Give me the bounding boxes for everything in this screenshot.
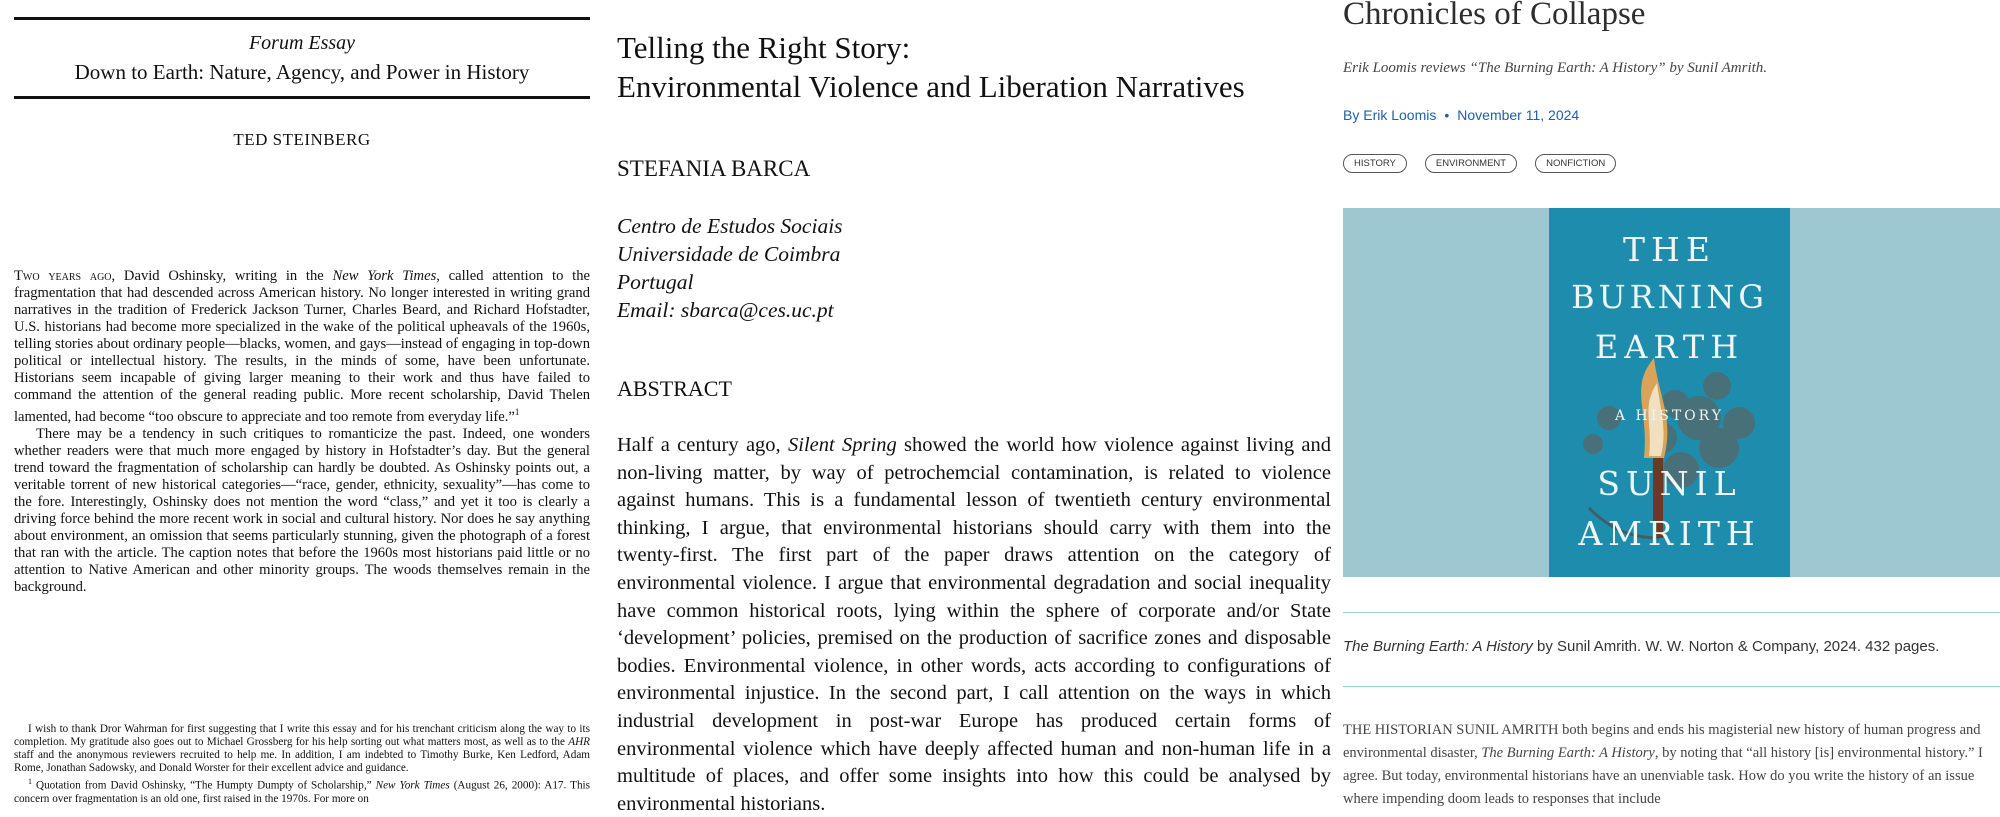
cover-sunil: SUNIL: [1597, 464, 1742, 503]
essay-body: [14, 268, 590, 596]
author-link[interactable]: By Erik Loomis: [1343, 107, 1437, 123]
cover-a-history: A HISTORY: [1614, 408, 1725, 424]
lead-smallcaps: Two years ago: [14, 268, 112, 284]
text-run: , by noting that “all history [is] environmental history.” I agree. But today, environmental historians have an unenviable task. How do you write the history of an issue where impending doom leads to responses that include: [1343, 745, 1983, 807]
tag-list: [1343, 154, 1616, 173]
essay-footnotes: [14, 723, 590, 806]
forum-essay-page: [0, 0, 600, 817]
text-run: showed the world how violence against living and non-living matter, by way of petrochemcial contamination, is related to violence against humans. This is a fundamental lesson of twentieth century environmental thinking, I argue, that environmental historians should carry with them into the twenty-first. The first part of the paper draws attention on the category of environmental violence. I argue that environmental degradation and social inequality have common historical roots, lying within the sphere of corporate and/or State ‘development’ policies, premised on the production of sacrifice zones and disposable bodies. Environmental violence, in other words, acts according to configurations of environmental injustice. In the second part, I call attention on the ways in which industrial development in post-war Europe has produced certain forms of environmental violence which have deeply affected human and non-human life in a multitude of places, and offer some insights into how this could be analysed by environmental historians.: [617, 434, 1332, 815]
caption-details: by Sunil Amrith. W. W. Norton & Company, 2024. 432 pages.: [1532, 638, 1940, 655]
text-run: Half a century ago,: [617, 434, 789, 456]
essay-label: Forum Essay: [248, 32, 356, 54]
text-run: THE HISTORIAN SUNIL AMRITH both begins and ends his magisterial new history of human progress and environmental disaster,: [1343, 722, 1981, 761]
tag-environment[interactable]: ENVIRONMENT: [1425, 154, 1517, 173]
book-cover-image: [1343, 208, 2000, 577]
affiliation-country: Portugal: [617, 270, 694, 294]
footnote-ref[interactable]: 1: [514, 407, 520, 417]
caption-rule-top: [1343, 612, 2000, 613]
abstract-text: [617, 432, 1331, 817]
text-run: , called attention to the fragmentation that had descended across American history. No longer interested in writing grand narratives in the tradition of Frederick Jackson Turner, Charles Beard, and Richard Hofstadter, U.S. historians had become more specialized in the wake of the political upheavals of the 1960s, telling stories about ordinary people—blacks, women, and gays—instead of engaging in top-down political or intellectual history. The results, in the minds of some, have been unfortunate. Historians seem incapable of giving larger meaning to their work and thus have failed to command the attention of the general reading public. More recent scholarship, David Thelen lamented, had become “too obscure to appreciate and too remote from everyday life.”: [14, 268, 590, 425]
essay-paragraph-2: There may be a tendency in such critiques to romanticize the past. Indeed, one wonders whether readers were that much more engaged by history in Hofstadter’s day. But the general trend toward the fragmentation of scholarship can hardly be doubted. As Oshinsky points out, a veritable torrent of new historical categories—“race, gender, ethnicity, sexuality”—has come to the fore. Interestingly, Oshinsky does not mention the word “class,” and yet it too is clearly a driving force behind the more recent work in social and cultural history. Nor does he say anything about environment, an omission that seems particularly stunning, given the photograph of a forest that ran with the article. The caption notes that before the 1960s most historians paid little or no attention to Native American and other minority groups. The woods themselves remain in the background.: [14, 425, 590, 595]
byline-separator: •: [1444, 107, 1450, 123]
footnote-1: [14, 775, 590, 806]
text-run: , David Oshinsky, writing in the: [111, 268, 333, 284]
review-byline: [1343, 107, 1579, 123]
paper-title-line-2: Environmental Violence and Liberation Narratives: [617, 69, 1245, 104]
caption-rule-bottom: [1343, 686, 2000, 687]
book-title-italic: The Burning Earth: A History: [1481, 745, 1655, 761]
cover-earth: EARTH: [1594, 328, 1745, 366]
review-body: [1343, 719, 1993, 811]
cover-burning: BURNING: [1571, 278, 1768, 316]
abstract-heading: ABSTRACT: [617, 376, 732, 401]
tag-history[interactable]: HISTORY: [1343, 154, 1407, 173]
essay-paragraph-1: [14, 268, 590, 426]
book-title-italic: Silent Spring: [788, 434, 897, 456]
essay-title: Down to Earth: Nature, Agency, and Power in History: [74, 60, 530, 84]
text-run: Quotation from David Oshinsky, “The Humpty Dumpty of Scholarship,”: [32, 779, 376, 792]
review-title: Chronicles of Collapse: [1343, 0, 1646, 32]
paper-author: STEFANIA BARCA: [617, 156, 811, 181]
text-run: I wish to thank Dror Wahrman for first suggesting that I write this essay and for his trenchant criticism along the way to its completion. My gratitude also goes out to Michael Grossberg for his help sorting out what matters most, as well as to the: [14, 723, 590, 748]
review-subtitle: Erik Loomis reviews “The Burning Earth: A History” by Sunil Amrith.: [1343, 60, 1768, 76]
affiliation-email[interactable]: Email: sbarca@ces.uc.pt: [617, 298, 834, 322]
review-page: [1343, 0, 2000, 817]
caption-book-title: The Burning Earth: A History: [1343, 638, 1533, 655]
text-run: staff and the anonymous reviewers recruited to help me. In addition, I am indebted to Timothy Burke, Ken Ledford, Adam Rome, Jonathan Sadowsky, and Donald Worster for their excellent advice and guidance.: [14, 749, 590, 774]
footnote-number: 1: [28, 777, 32, 786]
review-date: November 11, 2024: [1457, 107, 1580, 123]
affiliation-university: Universidade de Coimbra: [617, 242, 841, 266]
title-rule: [14, 96, 590, 99]
book-cover: [1549, 208, 1790, 577]
paper-affiliation: [617, 212, 843, 324]
top-rule: [14, 17, 590, 20]
nyt-italic: New York Times: [332, 268, 437, 284]
paper-title-line-1: Telling the Right Story:: [617, 30, 911, 65]
nyt-italic: New York Times: [375, 779, 450, 792]
paper-page: [607, 0, 1337, 817]
cover-amrith: AMRITH: [1578, 514, 1761, 553]
footnote-acknowledgment: [14, 723, 590, 775]
tag-nonfiction[interactable]: NONFICTION: [1535, 154, 1616, 173]
image-caption: [1343, 638, 1939, 655]
affiliation-center: Centro de Estudos Sociais: [617, 214, 843, 238]
ahr-italic: AHR: [568, 736, 590, 748]
paper-title: [617, 28, 1245, 106]
cover-the: THE: [1623, 230, 1716, 269]
text-run: (August 26, 2000): A17. This concern over fragmentation is an old one, first raised in the 1970s. For more on: [14, 779, 590, 805]
essay-author: TED STEINBERG: [233, 130, 371, 149]
